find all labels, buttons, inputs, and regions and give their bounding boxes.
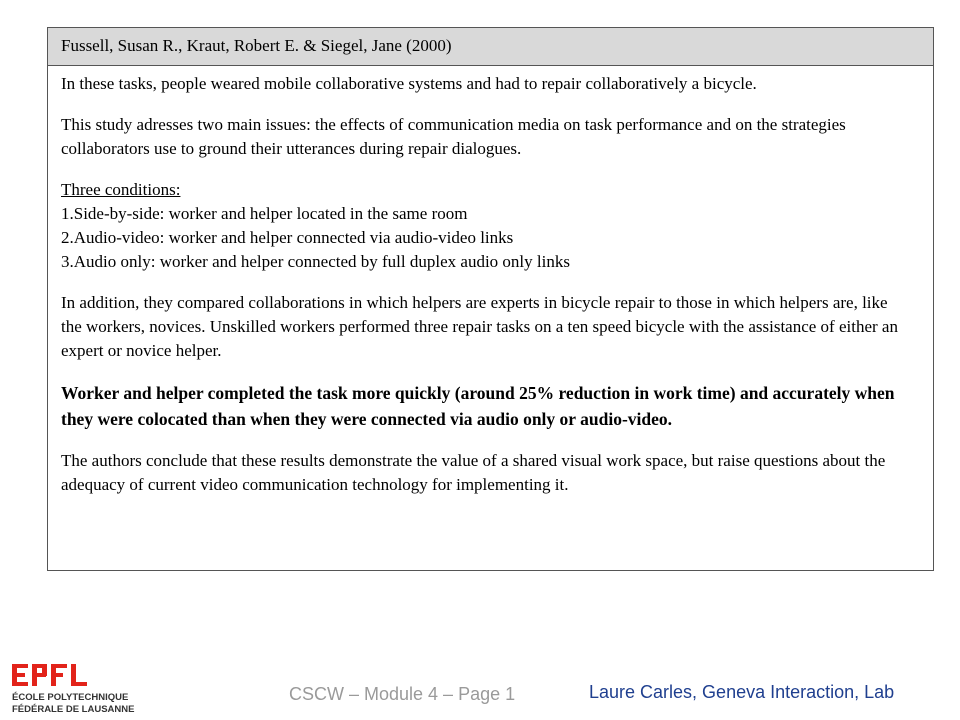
condition-item: 3.Audio only: worker and helper connected by full duplex audio only links [61, 252, 570, 271]
condition-item: 2.Audio-video: worker and helper connected via audio-video links [61, 228, 514, 247]
logo-line1: ÉCOLE POLYTECHNIQUE [12, 692, 129, 703]
issues-paragraph: This study adresses two main issues: the effects of communication media on task performance and on the strategies collaborators use to ground their utterances during repair dialogues. [61, 115, 846, 158]
logo-line2: FÉDÉRALE DE LAUSANNE [12, 704, 135, 715]
addition-paragraph: In addition, they compared collaborations in which helpers are experts in bicycle repair to those in which helpers are, like the workers, novices. Unskilled workers performed three repair tasks on a ten speed bicycle with the assistance of either an expert or novice helper. [61, 293, 898, 360]
intro-paragraph: In these tasks, people weared mobile collaborative systems and had to repair collaboratively a bicycle. [61, 74, 757, 93]
citation-header: Fussell, Susan R., Kraut, Robert E. & Siegel, Jane (2000) [48, 28, 933, 66]
condition-item: 1.Side-by-side: worker and helper located in the same room [61, 204, 468, 223]
epfl-logo [10, 660, 150, 716]
epfl-logo-mark [12, 664, 87, 686]
conditions-title: Three conditions: [61, 180, 181, 199]
summary-body [48, 66, 933, 497]
footer-page-title: CSCW – Module 4 – Page 1 [289, 684, 516, 704]
conclusion-paragraph: The authors conclude that these results demonstrate the value of a shared visual work space, but raise questions about the adequacy of current video communication technology for implementing it. [61, 451, 886, 494]
summary-card [47, 27, 934, 571]
footer-author: Laure Carles, Geneva Interaction, Lab [589, 682, 895, 702]
finding-paragraph: Worker and helper completed the task more quickly (around 25% reduction in work time) and accurately when they were colocated than when they were connected via audio only or audio-video. [61, 383, 895, 429]
